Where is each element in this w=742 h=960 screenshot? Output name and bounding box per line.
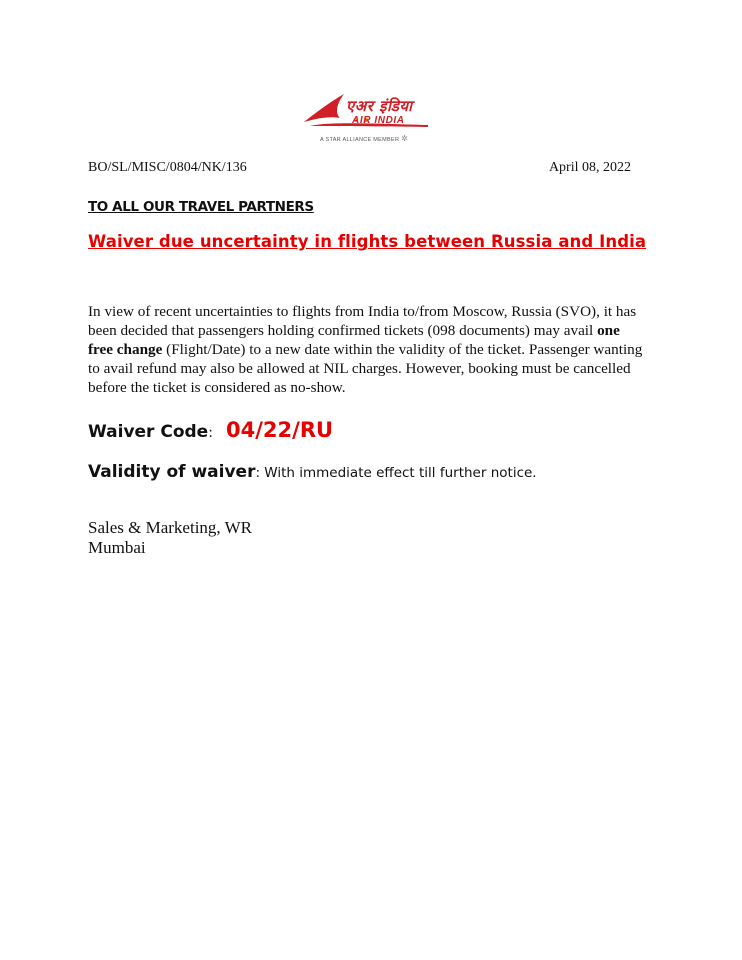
waiver-code-row xyxy=(88,418,333,442)
body-text-part1: In view of recent uncertainties to flights from India to/from Moscow, Russia (SVO), it has been decided that passengers holding confirmed tickets (098 documents) may avail xyxy=(88,303,637,339)
body-text-bold: one free change xyxy=(88,322,620,358)
logo-brand-text: AIR INDIA xyxy=(352,115,405,126)
validity-row xyxy=(88,462,537,482)
body-paragraph xyxy=(88,302,648,397)
body-text-part2: (Flight/Date) to a new date within the validity of the ticket. Passenger wanting to avail refund may also be allowed at NIL charges. However, booking must be cancelled before the ticket is considered as no-show. xyxy=(88,341,643,396)
star-alliance-icon: ✲ xyxy=(401,134,409,143)
logo-tagline xyxy=(320,134,408,143)
signature-block xyxy=(88,518,252,558)
waiver-code-separator: : xyxy=(208,425,213,441)
addressee-heading: TO ALL OUR TRAVEL PARTNERS xyxy=(88,199,314,215)
validity-text: : With immediate effect till further notice. xyxy=(255,465,537,481)
logo-tagline-text: A STAR ALLIANCE MEMBER xyxy=(320,137,400,143)
signature-city: Mumbai xyxy=(88,538,146,557)
waiver-code-value: 04/22/RU xyxy=(226,418,334,442)
subject-heading: Waiver due uncertainty in flights between Russia and India xyxy=(88,232,647,251)
signature-department: Sales & Marketing, WR xyxy=(88,518,252,537)
reference-number: BO/SL/MISC/0804/NK/136 xyxy=(88,160,247,175)
waiver-code-label: Waiver Code xyxy=(88,422,209,442)
logo-hindi-text: एअर इंडिया xyxy=(346,97,413,115)
validity-label: Validity of waiver xyxy=(88,462,256,482)
air-india-logo xyxy=(300,92,440,148)
circular-date: April 08, 2022 xyxy=(548,160,631,175)
